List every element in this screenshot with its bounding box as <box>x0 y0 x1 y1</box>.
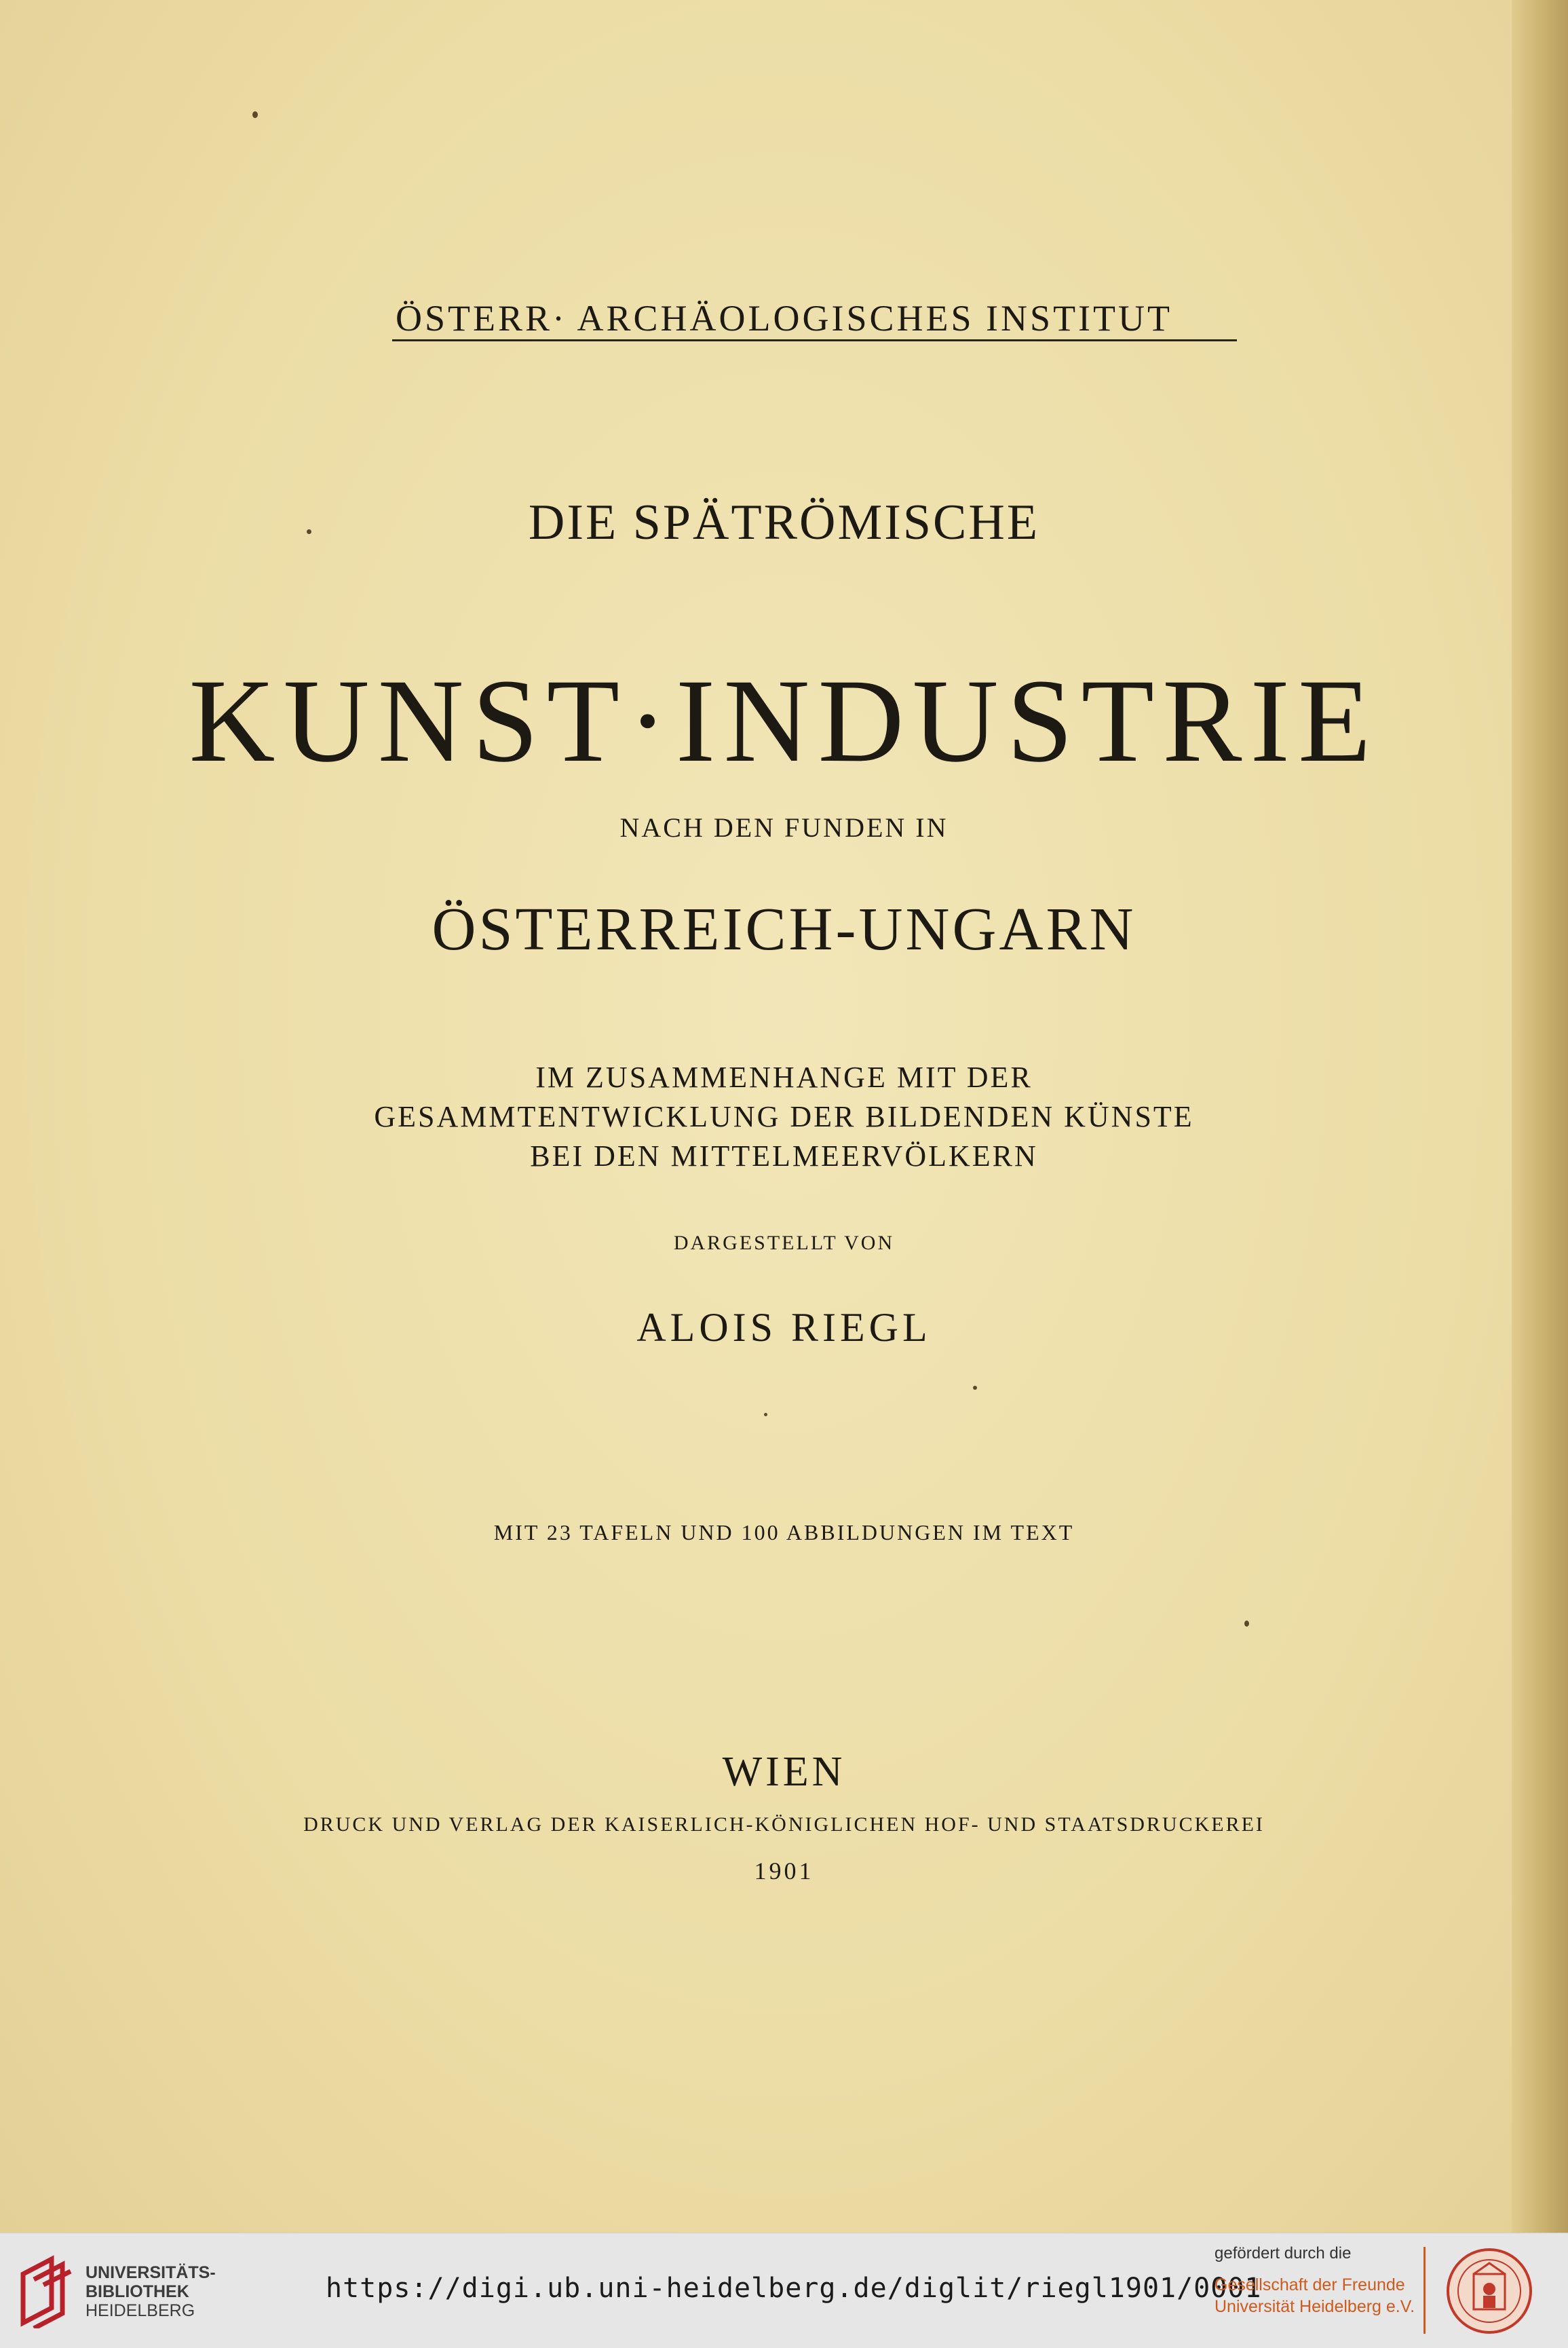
ub-heidelberg-logo-icon <box>16 2254 73 2328</box>
permalink-url[interactable]: https://digi.ub.uni-heidelberg.de/diglit/riegl1901/0001 <box>326 2273 1262 2304</box>
paper-speck <box>764 1413 767 1416</box>
footer-bar <box>0 2233 1568 2348</box>
sponsor-intro: gefördert durch die <box>1215 2244 1352 2262</box>
paper-speck <box>252 111 258 118</box>
institute-heading: ÖSTERR· ARCHÄOLOGISCHES INSTITUT <box>395 298 1173 339</box>
publisher-line: DRUCK UND VERLAG DER KAISERLICH-KÖNIGLICHEN HOF- UND STAATSDRUCKEREI <box>303 1813 1265 1836</box>
title-line-1: DIE SPÄTRÖMISCHE <box>528 495 1040 550</box>
subtitle-line: BEI DEN MITTELMEERVÖLKERN <box>530 1139 1038 1173</box>
main-title: KUNST·INDUSTRIE <box>189 655 1379 787</box>
title-line-4: ÖSTERREICH-UNGARN <box>432 896 1136 963</box>
title-line-3: NACH DEN FUNDEN IN <box>619 812 949 843</box>
publication-city: WIEN <box>722 1749 846 1795</box>
presented-by: DARGESTELLT VON <box>673 1232 895 1254</box>
library-name-line: UNIVERSITÄTS- <box>85 2263 216 2282</box>
paper-speck <box>1244 1621 1249 1627</box>
illustrations-note: MIT 23 TAFELN UND 100 ABBILDUNGEN IM TEXT <box>493 1520 1075 1545</box>
sponsor-name-line: Gesellschaft der Freunde <box>1215 2275 1405 2294</box>
paper-speck <box>973 1386 977 1390</box>
paper-speck <box>307 529 311 534</box>
publication-year: 1901 <box>754 1857 814 1885</box>
library-name-line: BIBLIOTHEK <box>85 2282 189 2301</box>
library-name-line: HEIDELBERG <box>85 2301 195 2320</box>
sponsor-name-line: Universität Heidelberg e.V. <box>1215 2297 1415 2316</box>
subtitle-line: IM ZUSAMMENHANGE MIT DER <box>535 1061 1033 1094</box>
university-seal-icon <box>1445 2247 1533 2335</box>
sponsor-name <box>1215 2274 1415 2317</box>
institute-underline <box>392 339 1237 341</box>
subtitle-line: GESAMMTENTWICKLUNG DER BILDENDEN KÜNSTE <box>374 1100 1194 1133</box>
library-name <box>85 2263 216 2320</box>
author-name: ALOIS RIEGL <box>636 1305 932 1350</box>
footer-divider <box>1423 2247 1426 2334</box>
